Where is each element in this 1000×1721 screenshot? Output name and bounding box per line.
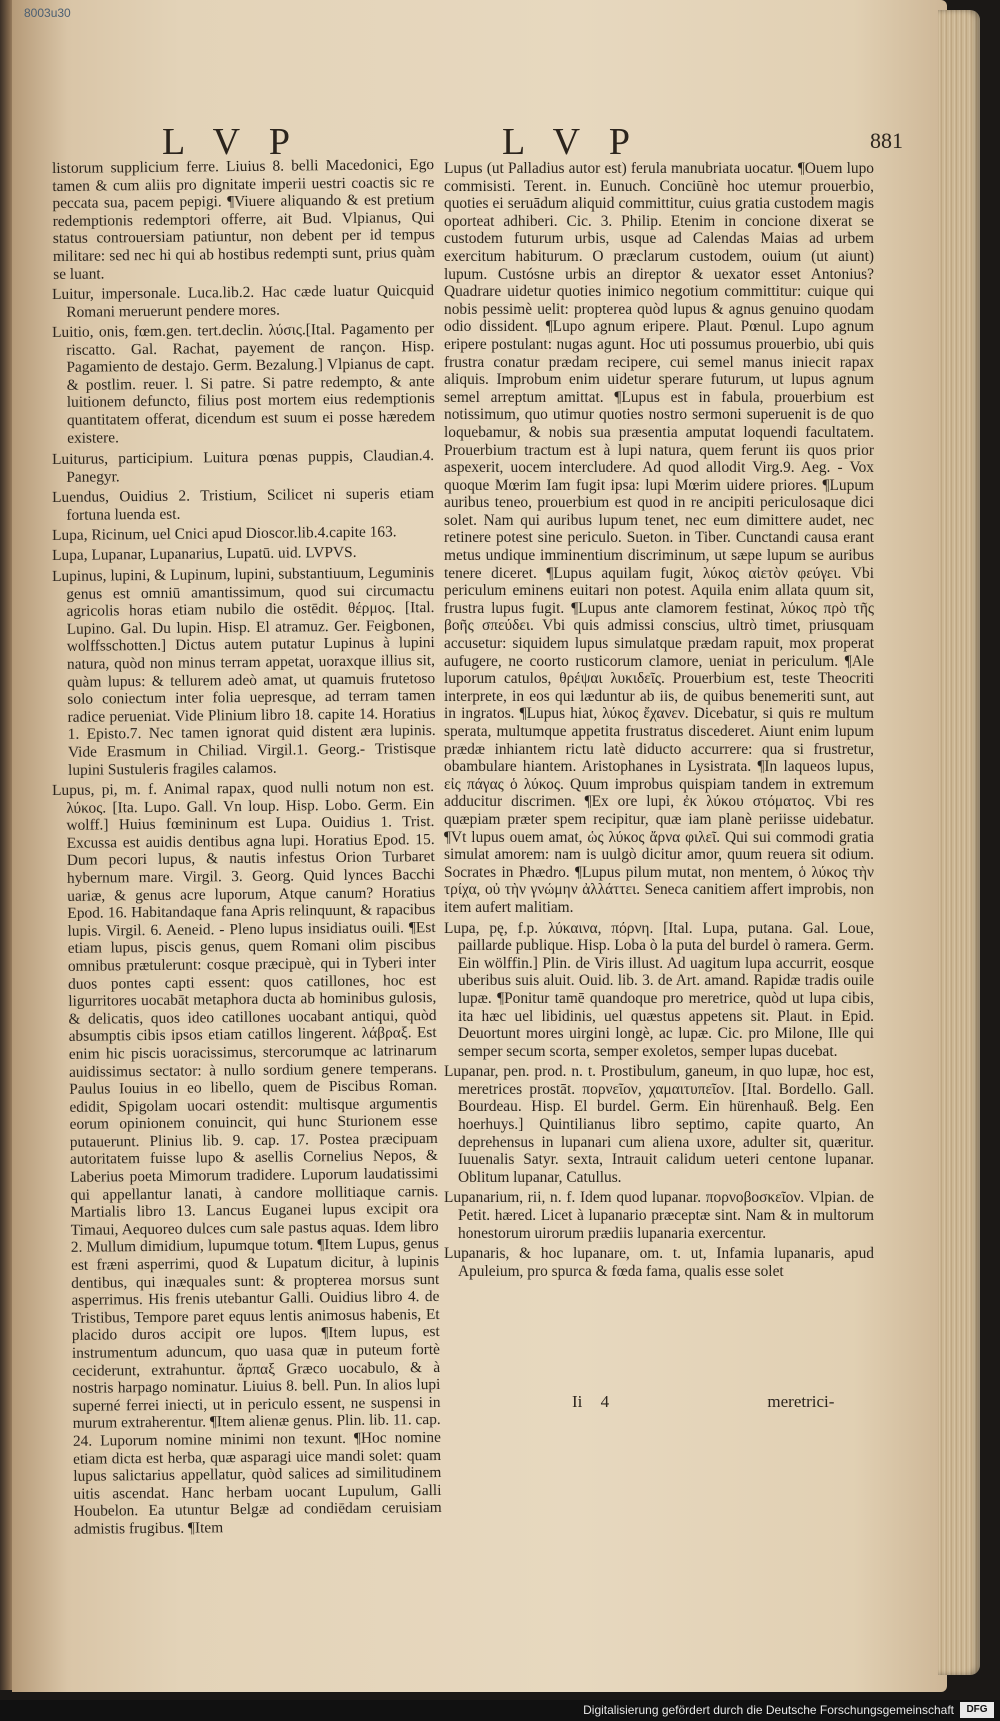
dfg-logo: DFG (960, 1702, 994, 1718)
signature-mark: Ii (572, 1392, 583, 1411)
left-entry: Luitur, impersonale. Luca.lib.2. Hac cæde luatur Quicquid Romani meruerunt pendere mores. (52, 282, 435, 321)
footer-credit: Digitalisierung gefördert durch die Deutsche Forschungsgemeinschaft (583, 1703, 954, 1717)
right-entry: Lupus (ut Palladius autor est) ferula manubriata uocatur. ¶Ouem lupo commisisti. Terent. in. Eunuch. Conciūnè hoc utemur prouerbio, quoties ei seruādum aliquid committitur, cuius gratia custodem magis oporteat adhiberi. Cic. 3. Philip. Etenim in concione dixerat se custodem futurum urbis, usque ad Calendas Maias ad urbem exercitum habiturum. O præclarum custodem, ouium (ut aiunt) lupum. Custósne urbis an direptor & uexator esset Antonius? Quadrare uidetur quoties inimico negotium committitur: cuique qui nobis pessimè uelit: propterea quòd lupus & agnus genuino quodam odio dissident. ¶Lupo agnum eripere. Plaut. Pœnul. Lupo agnum eripere postulant: nugas agunt. Hoc uti possumus prouerbio, ubi quis frustra conatur prædam recipere, cui semel manus iniecit rapax aliquis. Improbum enim uidetur sperare futurum, ut lupus agnum semel arreptum amittat. ¶Lupus est in fabula, prouerbium est notissimum, quo utimur quoties nostro sermoni superuenit is de quo loquebamur, & nobis sua præsentia amputat loquendi facultatem. Prouerbium tractum est à lupi natura, quem ferunt iis quos prior aspexerit, uocem intercludere. Ad quod allodit Virg.9. Aeg. - Vox quoque Mœrim Iam fugit ipsa: lupi Mœrim uidere priores. ¶Lupum auribus teneo, prouerbium est quod in re ancipiti periculosaque dici solet. Nam qui auribus lupum tenet, nec eum dimittere audet, nec retinere potest sine periculo. Sueton. in Tiber. Cunctandi causa erant metus undique imminentium discriminum, ut sæpe lupum se auribus tenere diceret. ¶Lupus aquilam fugit, λύκος αἰετὸν φεύγει. Vbi periculum eminens euitari non potest. Aquila enim allata quum sit, frustra lupus fugit. ¶Lupus ante clamorem festinat, λύκος πρὸ τῆς βοῆς σπεύδει. Vbi quis admissi conscius, ultrò timet, priusquam accusetur: siquidem lupus simulatque prædam rapuit, mox properat aufugere, ne coorto rusticorum clamore, ueniat in periculum. ¶Ale luporum catulos, θρέψαι λυκιδεῖς. Prouerbium est, teste Theocriti interprete, in eos qui læduntur ab iis, de quibus benemeriti sunt, aut in ingratos. ¶Lupus hiat, λύκος ἔχανεν. Dicebatur, si quis re multum sperata, multumque appetita frustratus discederet. Aiunt enim lupum prædæ inhiantem rictu latè diducto accurrere: qua si frustretur, obambulare hiantem. Aristophanes in Lysistrata. ¶In laqueos lupus, εἰς πάγας ὁ λύκος. Quum improbus quispiam tandem in extremum adducitur discrimen. ¶Ex ore lupi, ἐκ λύκου στόματος. Vbi res quæpiam præter spem recipitur, quæ iam planè periisse uidebatur. ¶Vt lupus ouem amat, ὡς λύκος ἄρνα φιλεῖ. Qui sui commodi gratia simulat amorem: nam is uulgò dicitur amor, quum reuera sit odium. Socrates in Phædro. ¶Lupus pilum mutat, non mentem, ὁ λύκος τὴν τρίχα, οὐ τὴν γνώμην ἀλλάττει. Seneca canitiem affert improbis, non item aufert malitiam. (444, 160, 874, 916)
right-entry: Lupa, pę, f.p. λύκαινα, πόρνη. [Ital. Lupa, putana. Gal. Loue, paillarde publique. Hisp. Loba ò la puta del burdel ò ramera. Germ. Ein wölffin.] Plin. de Viris illust. Ad uagitum lupa accurrit, eosque uberibus suis aluit. Ouid. lib. 3. de Art. amand. Rapidæ tradis ouile lupæ. ¶Ponitur tamē quandoque pro meretrice, quòd ut lupa cibis, ita hæc uel libidinis, uel quæstus appetens sit. Plaut. in Epid. Deuortunt mores uirgini longè, ac lupæ. Cic. pro Milone, Ille qui semper secum scorta, semper exoletos, semper lupas ducebat. (444, 919, 874, 1060)
scan-reference-number: 8003u30 (24, 6, 71, 20)
left-entry: Luitio, onis, fœm.gen. tert.declin. λύσις.[Ital. Pagamento per riscatto. Gal. Rachat, payement de rançon. Hisp. Pagamiento de destajo. Germ. Bezalung.] Vlpianus de capt. & postlim. reuer. l. Si patre. Si patre redempto, & ante luitionem defuncto, filius post mortem eius redemptionis quantitatem offerat, dicendum est suum ei posse hæredem existere. (52, 320, 436, 447)
right-entry: Lupanar, pen. prod. n. t. Prostibulum, ganeum, in quo lupæ, hoc est, meretrices prostāt. πορνεῖον, χαμαιτυπεῖον. [Ital. Bordello. Gall. Bourdeau. Hisp. El burdel. Germ. Ein hürenhauß. Belg. Een hoerhuys.] Quintilianus libro septimo, capite quarto, An deprehensus in lupanari cum aliena uxore, adulter sit, quæritur. Iuuenalis Satyr. sexta, Intrauit calidum ueteri centone lupanar. Oblitum lupanar, Catullus. (444, 1063, 874, 1186)
right-text-column (444, 160, 874, 1380)
signature-line (572, 1392, 834, 1412)
right-entry: Lupanarium, rii, n. f. Idem quod lupanar. πορνοβοσκεῖον. Vlpian. de Petit. hæred. Licet à lupanario præceptæ sint. Nam & in multorum honestorum uirorum prædiis lupanaria exercentur. (444, 1189, 874, 1242)
book-page (12, 0, 947, 1692)
left-entry: Luendus, Ouidius 2. Tristium, Scilicet ni superis etiam fortuna luenda est. (52, 484, 435, 524)
left-entry: Lupus, pi, m. f. Animal rapax, quod nulli notum non est. λύκος. [Ita. Lupo. Gall. Vn loup. Hisp. Lobo. Germ. Ein wolff.] Huius fœmininum est Lupa. Ouidius 1. Trist. Excussa est auidis dentibus agna lupi. Horatius Epod. 15. Dum pecori lupus, & nautis infestus Orion Turbaret hybernum mare. Virgil. 3. Georg. Quid lynces Bacchi uariæ, & genus acre luporum, Atque canum? Horatius Epod. 16. Habitandaque fana Apris relinquunt, & rapacibus lupis. Virgil. 6. Aeneid. - Pleno lupus insidiatus ouili. ¶Est etiam lupus, piscis genus, quem Romani olim piscibus omnibus prætulerunt: cosque præcipuè, qui in Tyberi inter duos pontes capti essent: quos catillones, hoc est ligurritores uocabāt metaphora ducta ab hominibus gulosis, & delicatis, quos ideo catillones uocabant antiqui, quòd absumptis cibis ipsos etiam catillos lingerent. λάβραξ. Est enim hic piscis uoracissimus, stercorumque ac latrinarum auidissimus sectator: à nullo sordium genere temperans. Paulus Iouius in eo libello, quem de Piscibus Roman. edidit, Spigolam uocari ostendit: multisque argumentis eorum opinionem conuincit, qui hunc Sturionem esse putauerunt. Plinius lib. 9. cap. 17. Postea præcipuam autoritatem fuisse lupo & asellis Cornelius Nepos, & Laberius poeta Mimorum tradidere. Luporum laudatissimi qui appellantur lanati, à candore mollitiaque carnis. Martialis libro 13. Lancus Euganei lupus excipit ora Timaui, Aequoreo dulces cum sale pastus aquas. Idem libro 2. Mullum dimidium, lupumque totum. ¶Item Lupus, genus est fræni asperrimi, quod & Lupatum dicitur, à lupinis dentibus, qui inæquales sunt: & propterea morsus sunt asperrimus. His frenis utebantur Galli. Ouidius libro 4. de Tristibus, Tempore paret equus lentis animosus habenis, Et placido duros accipit ore lupos. ¶Item lupus, est instrumentum aduncum, quo uasa quæ in puteum fortè ceciderunt, extrahuntur. ἅρπαξ Græco uocabulo, & à nostris harpago nominatur. Liuius 8. bell. Pun. In alios lupi superné ferrei iniecti, ut in periculo essent, ne suspensi in murum extraherentur. ¶Item alienæ genus. Plin. lib. 11. cap. 24. Luporum nomine minimi non texunt. ¶Hoc nomine etiam dicta est herba, quæ asparagi uice mandi solet: quam lupus salictarius appellatur, quòd salices ad similitudinem uitis ascendat. Hanc herbam uocant Lupulum, Galli Houbelon. Ea utuntur Belgæ ad condiēdam ceruisiam admistis frugibus. ¶Item (52, 778, 442, 1538)
page-stack-edge (938, 10, 980, 1675)
signature-number: 4 (600, 1392, 610, 1411)
page-number: 881 (870, 128, 903, 153)
running-head-right: L V P (502, 121, 641, 163)
left-text-column (52, 155, 442, 1538)
left-entry: Lupa, Ricinum, uel Cnici apud Dioscor.lib.4.capite 163. (52, 523, 397, 544)
footer-bar (0, 1700, 1000, 1721)
catchword: meretrici- (767, 1392, 835, 1411)
left-entry: listorum supplicium ferre. Liuius 8. belli Macedonici, Ego tamen & cum aliis pro dignitate imperii uestri coactis sic re peccata sua, pacem pepigi. ¶Viuere aliquando & est pretium redemptionis redemptori offerre, ait Bud. Vlpianus, Qui status controuersiam patiuntur, non debent per id tempus militare: sed nec hi qui ab hostibus redempti sunt, prius quàm se luant. (52, 155, 436, 283)
left-entry: Lupa, Lupanar, Lupanarius, Lupatū. uid. LVPVS. (52, 544, 357, 565)
running-head-left: L V P (162, 121, 301, 163)
left-entry: Lupinus, lupini, & Lupinum, lupini, substantiuum, Leguminis genus est omniū amantissimum, quod sui circumactu agricolis horas etiam nubilo die ostēdit. θέρμος. [Ital. Lupino. Gal. Du lupin. Hisp. El atramuz. Ger. Feigbonen, wolffsschotten.] Dictus autem putatur Lupinus à lupini natura, quòd non minus terram appetat, uoraxque illius sit, quàm lupus: & tellurem adeò amat, ut quamuis frutetoso solo coniectum inter folia uepresque, ad terram tamen radice perueniat. Vide Plinium libro 18. capite 14. Horatius 1. Episto.7. Nec tamen ignorat quid distent æra lupinis. Vide Erasmum in Chiliad. Virgil.1. Georg.- Tristisque lupini Sustuleris fragiles calamos. (52, 564, 436, 779)
left-entry: Luiturus, participium. Luitura pœnas puppis, Claudian.4. Panegyr. (52, 446, 435, 485)
right-entry: Lupanaris, & hoc lupanare, om. t. ut, Infamia lupanaris, apud Apuleium, pro spurca & fœda fama, qualis esse solet (444, 1245, 874, 1280)
